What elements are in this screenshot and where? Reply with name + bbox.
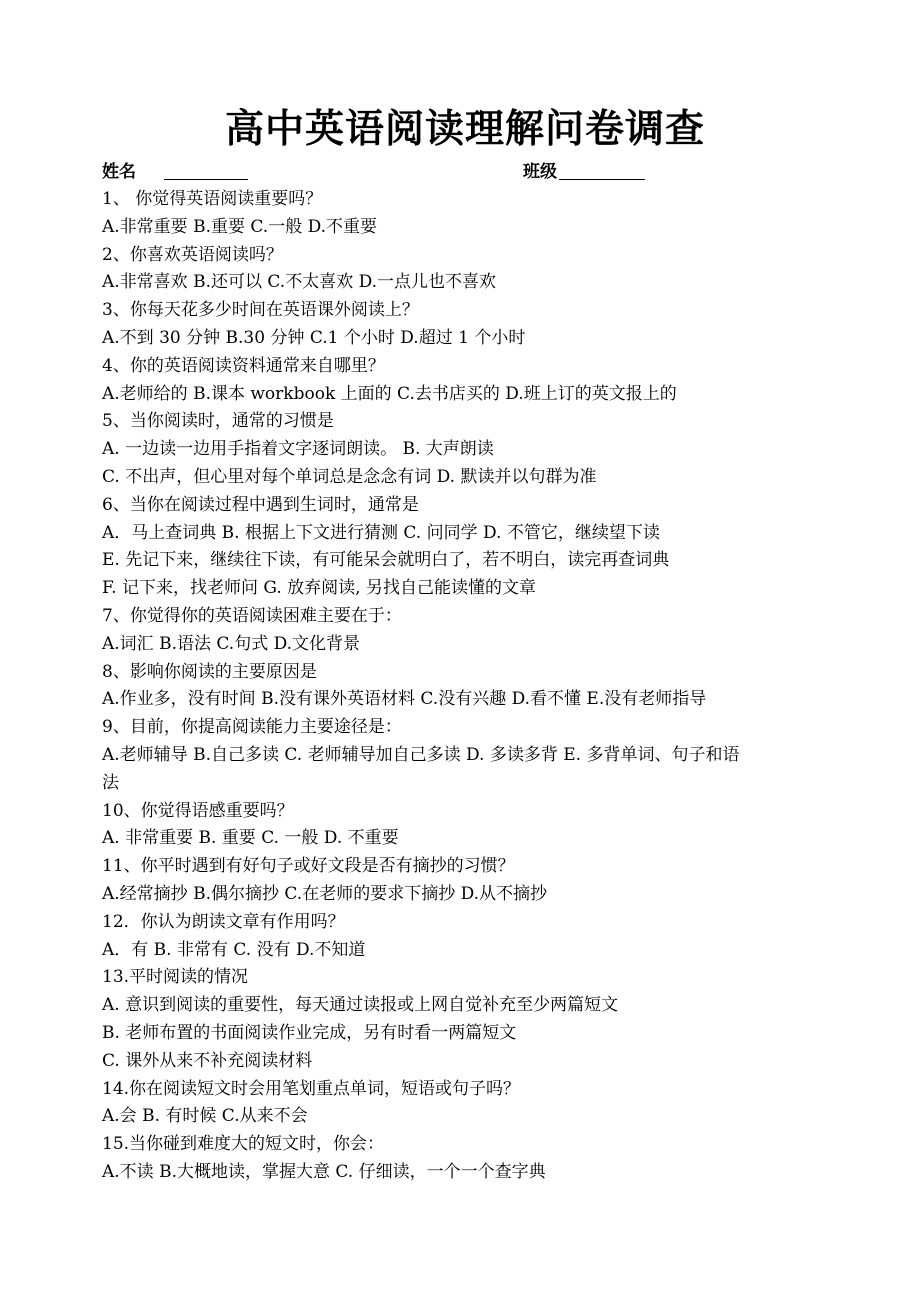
question-15-options: A.不读 B.大概地读，掌握大意 C. 仔细读，一个一个查字典	[102, 1161, 546, 1182]
question-7: 7、你觉得你的英语阅读困难主要在于：	[102, 605, 402, 626]
question-7-options: A.词汇 B.语法 C.句式 D.文化背景	[102, 633, 361, 654]
question-3: 3、你每天花多少时间在英语课外阅读上？	[102, 300, 419, 321]
question-13-option-a: A. 意识到阅读的重要性，每天通过读报或上网自觉补充至少两篇短文	[102, 995, 619, 1016]
name-blank-line	[164, 159, 248, 180]
question-14-options: A.会 B. 有时候 C.从来不会	[102, 1106, 308, 1127]
question-9-options-continued: 法	[102, 772, 119, 793]
question-3-options: A.不到 30 分钟 B.30 分钟 C.1 个小时 D.超过 1 个小时	[102, 327, 526, 348]
class-field	[523, 158, 645, 186]
question-6: 6、当你在阅读过程中遇到生词时，通常是	[102, 494, 419, 515]
name-label: 姓名	[102, 162, 136, 182]
question-2: 2、你喜欢英语阅读吗？	[102, 244, 283, 265]
question-15: 15.当你碰到难度大的短文时，你会：	[102, 1134, 385, 1155]
class-blank-line	[559, 159, 645, 180]
question-9: 9、目前，你提高阅读能力主要途径是：	[102, 717, 402, 738]
question-12: 12．你认为朗读文章有作用吗？	[102, 911, 345, 932]
document-title: 高中英语阅读理解问卷调查	[224, 106, 705, 152]
question-4: 4、你的英语阅读资料通常来自哪里？	[102, 355, 385, 376]
question-10-options: A. 非常重要 B. 重要 C. 一般 D. 不重要	[102, 828, 399, 849]
question-5-options-ab: A. 一边读一边用手指着文字逐词朗读。 B. 大声朗读	[102, 439, 494, 460]
question-13: 13.平时阅读的情况	[102, 967, 249, 988]
question-11-options: A.经常摘抄 B.偶尔摘抄 C.在老师的要求下摘抄 D.从不摘抄	[102, 883, 548, 904]
question-list	[102, 186, 828, 1187]
question-9-options: A.老师辅导 B.自己多读 C. 老师辅导加自己多读 D. 多读多背 E. 多背单词、句子和语	[102, 744, 740, 765]
question-8: 8、影响你阅读的主要原因是	[102, 661, 317, 682]
question-5: 5、当你阅读时，通常的习惯是	[102, 411, 334, 432]
question-1: 1、 你觉得英语阅读重要吗？	[102, 189, 323, 209]
name-field	[102, 158, 248, 186]
question-5-options-cd: C. 不出声，但心里对每个单词总是念念有词 D. 默读并以句群为准	[102, 466, 597, 487]
question-4-options: A.老师给的 B.课本 workbook 上面的 C.去书店买的 D.班上订的英文报上的	[102, 383, 677, 404]
question-6-options-fg: F. 记下来，找老师问 G. 放弃阅读, 另找自己能读懂的文章	[102, 578, 536, 599]
question-10: 10、你觉得语感重要吗？	[102, 800, 294, 821]
question-12-options: A．有 B. 非常有 C. 没有 D.不知道	[102, 939, 366, 960]
question-2-options: A.非常喜欢 B.还可以 C.不太喜欢 D.一点儿也不喜欢	[102, 272, 497, 293]
question-1-options: A.非常重要 B.重要 C.一般 D.不重要	[102, 216, 378, 237]
question-13-option-c: C. 课外从来不补充阅读材料	[102, 1050, 313, 1071]
student-info-row	[102, 158, 828, 186]
question-8-options: A.作业多，没有时间 B.没有课外英语材料 C.没有兴趣 D.看不懂 E.没有老师指导	[102, 689, 707, 710]
question-13-option-b: B. 老师布置的书面阅读作业完成，另有时看一两篇短文	[102, 1022, 517, 1043]
question-6-options-ad: A．马上查词典 B. 根据上下文进行猜测 C. 问同学 D. 不管它，继续望下读	[102, 522, 660, 543]
question-6-option-e: E. 先记下来，继续往下读，有可能呆会就明白了，若不明白，读完再查词典	[102, 550, 670, 571]
question-11: 11、你平时遇到有好句子或好文段是否有摘抄的习惯？	[102, 856, 515, 877]
question-14: 14.你在阅读短文时会用笔划重点单词，短语或句子吗？	[102, 1078, 521, 1099]
class-label: 班级	[523, 162, 557, 182]
